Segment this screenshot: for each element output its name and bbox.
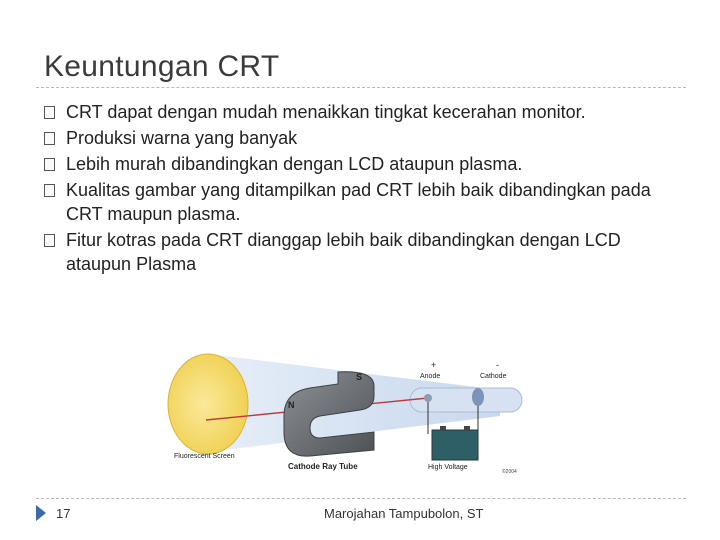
bullet-text: Produksi warna yang banyak — [66, 128, 298, 148]
tube-label: Cathode Ray Tube — [288, 462, 358, 471]
figure-credit: ©2004 — [502, 469, 517, 474]
page-number: 17 — [56, 506, 71, 521]
bullet-item — [44, 126, 684, 150]
bullet-square-icon — [44, 106, 55, 119]
footer-arrow-icon — [36, 505, 46, 521]
slide-title: Keuntungan CRT — [44, 50, 280, 83]
bullet-item — [44, 228, 684, 276]
bullet-square-icon — [44, 132, 55, 145]
screen-label: Fluorescent Screen — [174, 453, 235, 460]
anode-label: Anode — [420, 373, 441, 380]
bullet-square-icon — [44, 184, 55, 197]
bullet-square-icon — [44, 158, 55, 171]
magnet-pole-s: S — [356, 372, 363, 382]
battery-terminal-negative — [464, 426, 470, 431]
bullet-item — [44, 152, 684, 176]
magnet-pole-n: N — [288, 400, 295, 410]
crt-diagram — [160, 352, 552, 474]
fluorescent-screen — [168, 354, 248, 454]
bullet-item — [44, 178, 684, 226]
bullet-square-icon — [44, 234, 55, 247]
cathode-electrode — [472, 388, 484, 406]
bullet-text: Fitur kotras pada CRT dianggap lebih baik dibandingkan dengan LCD ataupun Plasma — [66, 230, 621, 274]
footer-author: Marojahan Tampubolon, ST — [324, 506, 484, 521]
voltage-label: High Voltage — [428, 464, 468, 471]
bullet-item — [44, 100, 684, 124]
high-voltage-source — [432, 430, 478, 460]
title-divider — [36, 87, 686, 88]
bullet-text: Kualitas gambar yang ditampilkan pad CRT lebih baik dibandingkan pada CRT maupun plasma. — [66, 180, 651, 224]
bullet-text: Lebih murah dibandingkan dengan LCD ataupun plasma. — [66, 154, 523, 174]
cathode-label: Cathode — [480, 373, 507, 380]
battery-terminal-positive — [440, 426, 446, 431]
cathode-sign: - — [496, 360, 499, 370]
anode-sign: + — [431, 360, 437, 370]
footer-divider — [36, 498, 686, 499]
bullet-text: CRT dapat dengan mudah menaikkan tingkat kecerahan monitor. — [66, 102, 586, 122]
bullet-list — [44, 100, 684, 276]
anode-electrode — [424, 394, 432, 402]
